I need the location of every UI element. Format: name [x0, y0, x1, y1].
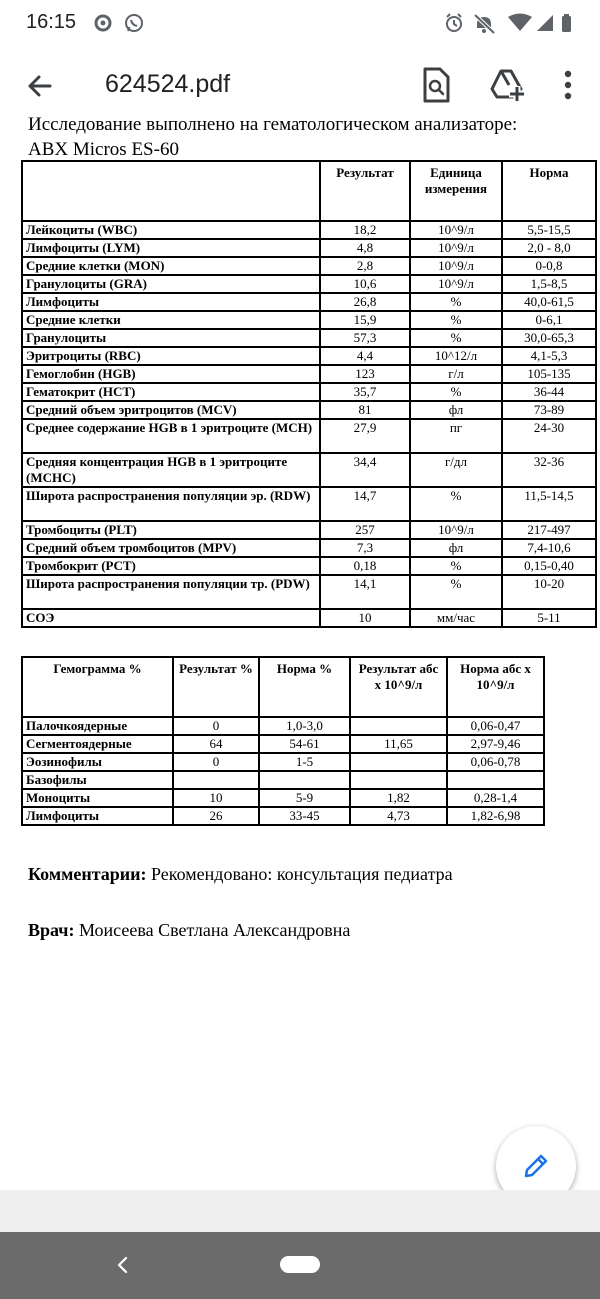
table-row	[22, 789, 544, 807]
hemogram-norm-abs-cell: 0,28-1,4	[447, 789, 544, 807]
search-in-document-icon[interactable]	[420, 67, 452, 108]
lab-norm-cell: 0-6,1	[502, 311, 596, 329]
lab-name-cell: Лимфоциты	[22, 293, 320, 311]
hemogram-result-pct-cell: 10	[173, 789, 259, 807]
hemogram-name-cell: Эозинофилы	[22, 753, 173, 771]
nav-back-icon[interactable]	[116, 1255, 128, 1280]
table-row	[22, 717, 544, 735]
lab-unit-cell: г/дл	[410, 453, 502, 487]
document-title: 624524.pdf	[105, 70, 231, 98]
lab-unit-cell: %	[410, 487, 502, 521]
table-row	[22, 419, 596, 453]
lab-norm-cell: 11,5-14,5	[502, 487, 596, 521]
lab-result-cell: 35,7	[320, 383, 410, 401]
lab-unit-cell: 10^12/л	[410, 347, 502, 365]
lab-name-cell: Средние клетки (MON)	[22, 257, 320, 275]
nav-home-pill[interactable]	[280, 1256, 320, 1273]
hemogram-result-pct-cell: 64	[173, 735, 259, 753]
header-result: Результат	[320, 161, 410, 221]
lab-header-row	[22, 161, 596, 221]
hemogram-name-cell: Лимфоциты	[22, 807, 173, 825]
lab-result-cell: 2,8	[320, 257, 410, 275]
lab-unit-cell: 10^9/л	[410, 275, 502, 293]
hemogram-result-abs-cell	[350, 753, 447, 771]
doctor-label: Врач:	[28, 920, 75, 940]
table-row	[22, 487, 596, 521]
lab-name-cell: Гранулоциты	[22, 329, 320, 347]
lab-unit-cell: 10^9/л	[410, 257, 502, 275]
alarm-icon	[447, 14, 461, 31]
table-row	[22, 575, 596, 609]
lab-name-cell: Широта распространения популяции тр. (PDW)	[22, 575, 320, 609]
hemogram-header-name: Гемограмма %	[22, 657, 173, 717]
lab-norm-cell: 5-11	[502, 609, 596, 627]
hemogram-header-result-pct: Результат %	[173, 657, 259, 717]
doctor-line	[28, 920, 350, 941]
cellular-icon	[537, 15, 553, 31]
table-row	[22, 275, 596, 293]
table-row	[22, 539, 596, 557]
table-row	[22, 453, 596, 487]
hemogram-norm-pct-cell: 54-61	[259, 735, 350, 753]
lab-result-cell: 10,6	[320, 275, 410, 293]
lab-unit-cell: 10^9/л	[410, 521, 502, 539]
lab-result-cell: 4,4	[320, 347, 410, 365]
lab-norm-cell: 30,0-65,3	[502, 329, 596, 347]
lab-unit-cell: 10^9/л	[410, 239, 502, 257]
lab-norm-cell: 5,5-15,5	[502, 221, 596, 239]
lab-name-cell: Широта распространения популяции эр. (RDW)	[22, 487, 320, 521]
hemogram-norm-abs-cell: 0,06-0,47	[447, 717, 544, 735]
lab-result-cell: 7,3	[320, 539, 410, 557]
table-row	[22, 807, 544, 825]
analyzer-intro-text: Исследование выполнено на гематологическом анализаторе:	[28, 114, 518, 135]
table-row	[22, 609, 596, 627]
table-row	[22, 329, 596, 347]
lab-unit-cell: г/л	[410, 365, 502, 383]
lab-result-cell: 34,4	[320, 453, 410, 487]
table-row	[22, 557, 596, 575]
table-row	[22, 771, 544, 789]
page-bottom-margin	[0, 1190, 600, 1232]
lab-norm-cell: 36-44	[502, 383, 596, 401]
hemogram-name-cell: Моноциты	[22, 789, 173, 807]
lab-result-cell: 4,8	[320, 239, 410, 257]
hemogram-norm-pct-cell: 1-5	[259, 753, 350, 771]
status-time: 16:15	[26, 11, 77, 33]
lab-norm-cell: 24-30	[502, 419, 596, 453]
lab-name-cell: Тромбоциты (PLT)	[22, 521, 320, 539]
system-nav-bar	[0, 1232, 600, 1299]
lab-unit-cell: пг	[410, 419, 502, 453]
table-row	[22, 365, 596, 383]
table-row	[22, 311, 596, 329]
lab-norm-cell: 0-0,8	[502, 257, 596, 275]
lab-norm-cell: 7,4-10,6	[502, 539, 596, 557]
table-row	[22, 521, 596, 539]
table-row	[22, 401, 596, 419]
pdf-page[interactable]	[0, 114, 600, 1190]
lab-norm-cell: 32-36	[502, 453, 596, 487]
lab-norm-cell: 40,0-61,5	[502, 293, 596, 311]
table-row	[22, 257, 596, 275]
lab-results-table	[21, 160, 597, 628]
comment-text: Рекомендовано: консультация педиатра	[151, 864, 453, 884]
lab-name-cell: Среднее содержание HGB в 1 эритроците (MCH)	[22, 419, 320, 453]
hemogram-result-abs-cell	[350, 771, 447, 789]
lab-unit-cell: фл	[410, 539, 502, 557]
lab-norm-cell: 217-497	[502, 521, 596, 539]
hemogram-result-pct-cell	[173, 771, 259, 789]
doctor-name: Моисеева Светлана Александровна	[78, 920, 351, 940]
lab-unit-cell: %	[410, 383, 502, 401]
hemogram-name-cell: Палочкоядерные	[22, 717, 173, 735]
lab-norm-cell: 2,0 - 8,0	[502, 239, 596, 257]
table-row	[22, 347, 596, 365]
do-not-disturb-icon	[475, 15, 494, 33]
lab-result-cell: 257	[320, 521, 410, 539]
lab-name-cell: Гранулоциты (GRA)	[22, 275, 320, 293]
lab-norm-cell: 105-135	[502, 365, 596, 383]
lab-result-cell: 81	[320, 401, 410, 419]
analyzer-name: ABX Micros ES-60	[28, 139, 179, 160]
table-row	[22, 293, 596, 311]
lab-unit-cell: %	[410, 293, 502, 311]
hemogram-result-pct-cell: 0	[173, 717, 259, 735]
lab-result-cell: 10	[320, 609, 410, 627]
lab-result-cell: 57,3	[320, 329, 410, 347]
hemogram-header-norm-pct: Норма %	[259, 657, 350, 717]
lab-name-cell: Тромбокрит (PCT)	[22, 557, 320, 575]
lab-unit-cell: %	[410, 575, 502, 609]
lab-name-cell: Средний объем эритроцитов (MCV)	[22, 401, 320, 419]
lab-result-cell: 0,18	[320, 557, 410, 575]
comment-label: Комментарии:	[28, 864, 147, 884]
hemogram-norm-pct-cell: 1,0-3,0	[259, 717, 350, 735]
hemogram-result-abs-cell: 11,65	[350, 735, 447, 753]
lab-result-cell: 14,1	[320, 575, 410, 609]
hemogram-header-row	[22, 657, 544, 717]
table-row	[22, 735, 544, 753]
hemogram-norm-pct-cell: 5-9	[259, 789, 350, 807]
lab-norm-cell: 10-20	[502, 575, 596, 609]
system-status-icons	[444, 12, 576, 39]
header-name	[22, 161, 320, 221]
more-options-icon[interactable]	[562, 70, 574, 105]
lab-unit-cell: 10^9/л	[410, 221, 502, 239]
hemogram-norm-pct-cell: 33-45	[259, 807, 350, 825]
lab-norm-cell: 4,1-5,3	[502, 347, 596, 365]
lab-result-cell: 15,9	[320, 311, 410, 329]
lab-name-cell: Средняя концентрация HGB в 1 эритроците (MCHC)	[22, 453, 320, 487]
table-row	[22, 383, 596, 401]
hemogram-header-result-abs: Результат абс х 10^9/л	[350, 657, 447, 717]
lab-name-cell: Средние клетки	[22, 311, 320, 329]
whatsapp-icon	[126, 15, 142, 31]
notification-icons	[94, 12, 150, 39]
hemogram-name-cell: Базофилы	[22, 771, 173, 789]
status-bar	[0, 0, 600, 48]
lab-unit-cell: %	[410, 329, 502, 347]
hemogram-result-abs-cell	[350, 717, 447, 735]
lab-name-cell: Гемоглобин (HGB)	[22, 365, 320, 383]
table-row	[22, 753, 544, 771]
back-arrow-icon[interactable]	[26, 72, 54, 105]
comment-line	[28, 864, 453, 885]
hemogram-norm-abs-cell: 0,06-0,78	[447, 753, 544, 771]
lab-name-cell: Эритроциты (RBC)	[22, 347, 320, 365]
pencil-icon	[523, 1153, 549, 1179]
hemogram-norm-abs-cell: 2,97-9,46	[447, 735, 544, 753]
table-row	[22, 239, 596, 257]
hemogram-result-abs-cell: 1,82	[350, 789, 447, 807]
table-row	[22, 221, 596, 239]
lab-name-cell: Лимфоциты (LYM)	[22, 239, 320, 257]
lab-unit-cell: мм/час	[410, 609, 502, 627]
hemogram-name-cell: Сегментоядерные	[22, 735, 173, 753]
lab-name-cell: Лейкоциты (WBC)	[22, 221, 320, 239]
lab-unit-cell: фл	[410, 401, 502, 419]
hemogram-header-norm-abs: Норма абс х 10^9/л	[447, 657, 544, 717]
settings-notification-icon	[96, 16, 110, 30]
lab-norm-cell: 73-89	[502, 401, 596, 419]
hemogram-norm-pct-cell	[259, 771, 350, 789]
lab-name-cell: Гематокрит (HCT)	[22, 383, 320, 401]
lab-unit-cell: %	[410, 557, 502, 575]
wifi-icon	[508, 14, 532, 32]
hemogram-norm-abs-cell	[447, 771, 544, 789]
header-unit: Единица измерения	[410, 161, 502, 221]
lab-result-cell: 26,8	[320, 293, 410, 311]
header-norm: Норма	[502, 161, 596, 221]
battery-icon	[562, 14, 571, 32]
add-to-drive-icon[interactable]	[489, 67, 525, 108]
hemogram-norm-abs-cell: 1,82-6,98	[447, 807, 544, 825]
lab-result-cell: 18,2	[320, 221, 410, 239]
lab-result-cell: 14,7	[320, 487, 410, 521]
lab-result-cell: 27,9	[320, 419, 410, 453]
lab-name-cell: Средний объем тромбоцитов (MPV)	[22, 539, 320, 557]
hemogram-result-pct-cell: 26	[173, 807, 259, 825]
lab-norm-cell: 0,15-0,40	[502, 557, 596, 575]
lab-result-cell: 123	[320, 365, 410, 383]
hemogram-result-abs-cell: 4,73	[350, 807, 447, 825]
lab-norm-cell: 1,5-8,5	[502, 275, 596, 293]
hemogram-result-pct-cell: 0	[173, 753, 259, 771]
lab-name-cell: СОЭ	[22, 609, 320, 627]
lab-unit-cell: %	[410, 311, 502, 329]
hemogram-table	[21, 656, 545, 826]
